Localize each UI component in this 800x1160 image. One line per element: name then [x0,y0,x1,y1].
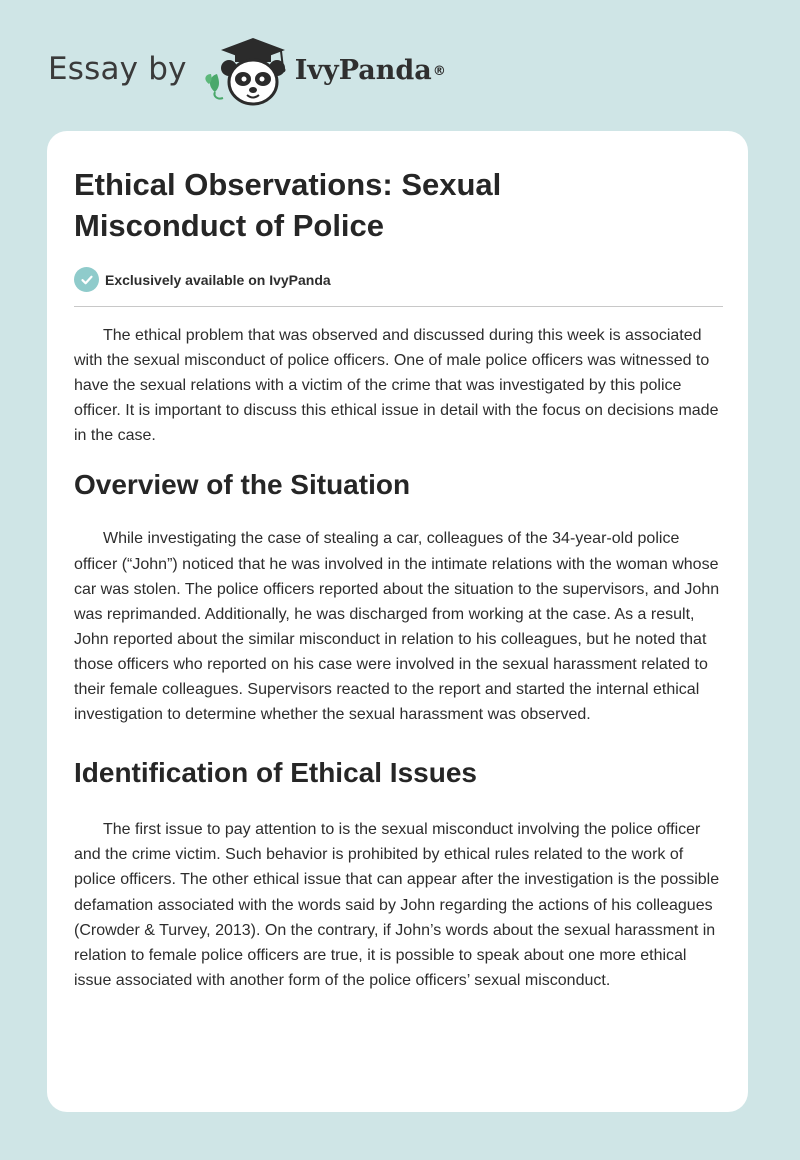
site-header-brand[interactable] [48,34,446,108]
page-title: Ethical Observations: Sexual Misconduct of Police [74,167,502,243]
divider [74,306,723,307]
brand-prefix: Essay by [48,51,187,87]
check-circle-icon [74,267,99,292]
panda-graduate-logo-icon [201,34,293,108]
section-paragraph-overview: While investigating the case of stealing a car, colleagues of the 34-year-old police officer (“John”) noticed that he was involved in the intimate relations with the woman whose car was stolen. The police officers reported about the situation to the supervisors, and John was reprimanded. Additionally, he was discharged from working at the case. As a result, John reported about the similar misconduct in relation to his colleagues, but he noted that those officers who reported on his case were involved in the sexual harassment related to their female colleagues. Supervisors reacted to the report and started the internal ethical investigation to determine whether the sexual harassment was observed. [74,530,720,724]
exclusive-badge [74,267,722,292]
brand-name: IvyPanda [294,54,432,86]
section-heading-identification: Identification of Ethical Issues [74,757,477,789]
intro-paragraph: The ethical problem that was observed and discussed during this week is associated with the sexual misconduct of police officers. One of male police officers was witnessed to have the sexual relations with a victim of the crime that was investigated by this police officer. It is important to discuss this ethical issue in detail with the focus on decisions made in the case. [74,327,719,445]
section-paragraph-identification: The first issue to pay attention to is the sexual misconduct involving the police officer and the crime victim. Such behavior is prohibited by ethical rules related to the work of police officers. The other ethical issue that can appear after the investigation is the possible defamation associated with the words said by John regarding the actions of his colleagues (Crowder & Turvey, 2013). On the contrary, if John’s words about the sexual harassment in relation to female police officers are true, it is possible to speak about one more ethical issue associated with another form of the police officers’ sexual misconduct. [74,821,720,989]
exclusive-badge-label: Exclusively available on IvyPanda [105,271,331,288]
registered-mark: ® [432,63,446,79]
essay-card [47,131,748,1112]
section-heading-overview: Overview of the Situation [74,469,411,501]
